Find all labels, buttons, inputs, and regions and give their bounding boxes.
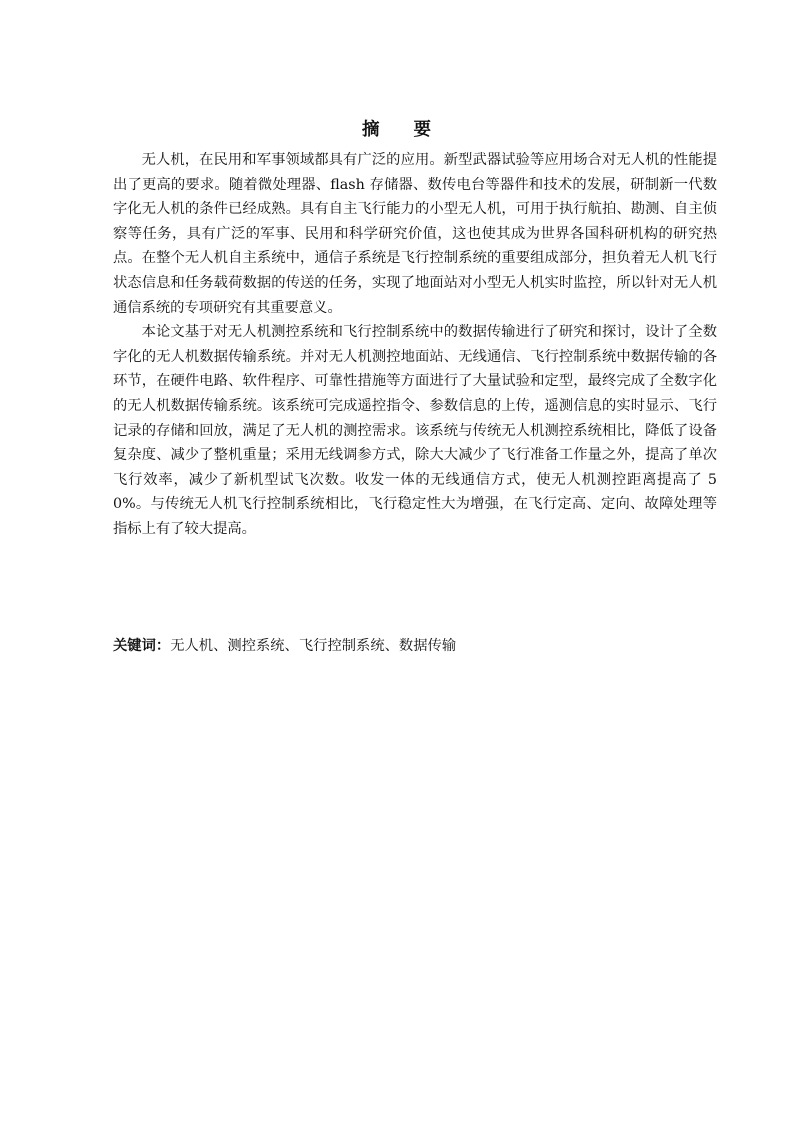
- keywords-label: 关键词：: [113, 638, 171, 654]
- keywords-text: 无人机、测控系统、飞行控制系统、数据传输: [170, 638, 457, 654]
- abstract-paragraph-2: 本论文基于对无人机测控系统和飞行控制系统中的数据传输进行了研究和探讨，设计了全数字化的无人机数据传输系统。并对无人机测控地面站、无线通信、飞行控制系统中数据传输的各环节，在硬件电路、软件程序、可靠性措施等方面进行了大量试验和定型，最终完成了全数字化的无人机数据传输系统。该系统可完成遥控指令、参数信息的上传，遥测信息的实时显示、飞行记录的存储和回放，满足了无人机的测控需求。该系统与传统无人机测控系统相比，降低了设备复杂度、减少了整机重量；采用无线调参方式，除大大减少了飞行准备工作量之外，提高了单次飞行效率，减少了新机型试飞次数。收发一体的无线通信方式，使无人机测控距离提高了 50%。与传统无人机飞行控制系统相比，飞行稳定性大为增强，在飞行定高、定向、故障处理等指标上有了较大提高。: [113, 324, 717, 537]
- abstract-title: 摘 要: [361, 120, 446, 140]
- keywords-line: [113, 634, 717, 658]
- abstract-body: [113, 148, 717, 542]
- abstract-paragraph-1: 无人机，在民用和军事领域都具有广泛的应用。新型武器试验等应用场合对无人机的性能提出了更高的要求。随着微处理器、flash 存储器、数传电台等器件和技术的发展，研制新一代数字化无人机的条件已经成熟。具有自主飞行能力的小型无人机，可用于执行航拍、勘测、自主侦察等任务，具有广泛的军事、民用和科学研究价值，这也使其成为世界各国科研机构的研究热点。在整个无人机自主系统中，通信子系统是飞行控制系统的重要组成部分，担负着无人机飞行状态信息和任务载荷数据的传送的任务，实现了地面站对小型无人机实时监控，所以针对无人机通信系统的专项研究有其重要意义。: [113, 152, 717, 316]
